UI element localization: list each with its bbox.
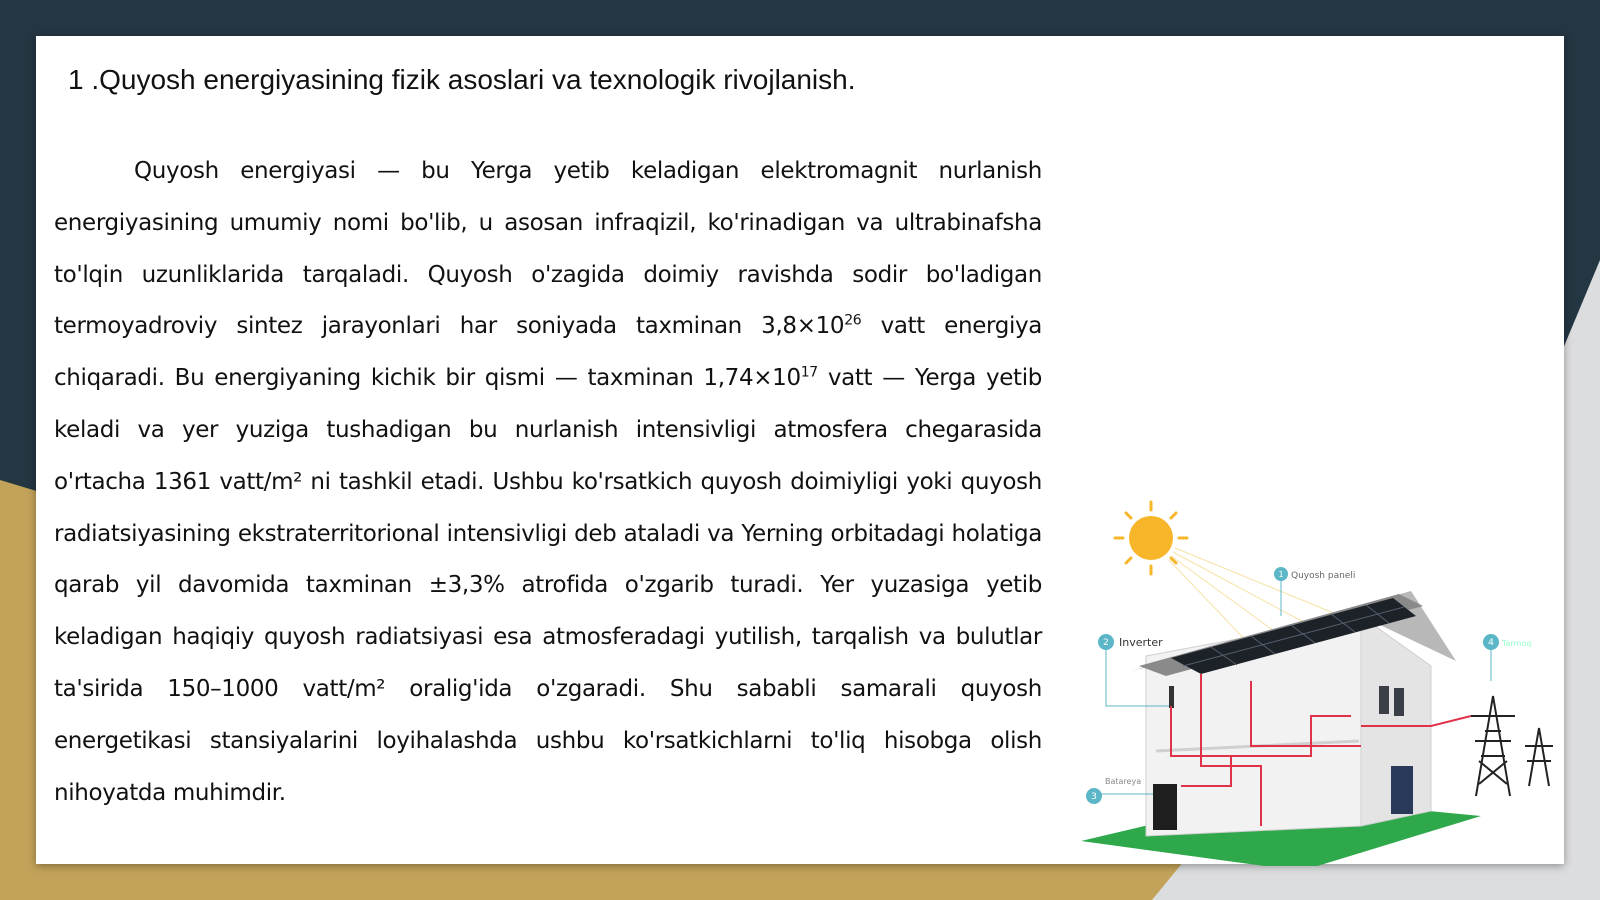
power-tower-icon bbox=[1471, 696, 1553, 796]
callout-badge-1 bbox=[1274, 567, 1288, 581]
label-solar-panel: Quyosh paneli bbox=[1291, 571, 1356, 581]
label-battery: Batareya bbox=[1105, 777, 1142, 786]
exponent-17: 17 bbox=[800, 364, 818, 381]
inverter-unit bbox=[1169, 686, 1174, 708]
exponent-26: 26 bbox=[844, 312, 862, 329]
body-text-part-1: Quyosh energiyasi — bu Yerga yetib keladigan elektromagnit nurlanish energiyasining umumiy nomi bo'lib, u asosan infraqizil, ko'rinadigan va ultrabinafsha to'lqin uzunliklarida tarqaladi. Quyosh o'zagida doimiy ravishda sodir bo'ladigan termoyadroviy sintez jarayonlari har soniyada taxminan 3,8×10 bbox=[54, 158, 1042, 340]
callout-badge-3 bbox=[1086, 788, 1102, 804]
svg-text:1: 1 bbox=[1278, 570, 1284, 579]
body-text-part-2: vatt energiya chiqaradi. Bu energiyaning kichik bir qismi — taxminan 1,74×10 bbox=[54, 313, 1042, 392]
label-inverter: Inverter bbox=[1119, 636, 1163, 649]
callout-badge-2 bbox=[1098, 634, 1114, 650]
svg-text:4: 4 bbox=[1488, 638, 1494, 648]
svg-text:3: 3 bbox=[1091, 792, 1097, 802]
sun-icon bbox=[1115, 502, 1187, 574]
slide bbox=[36, 36, 1564, 864]
body-text-part-3: vatt — Yerga yetib keladi va yer yuziga tushadigan bu nurlanish intensivligi atmosfera chegarasida o'rtacha 1361 vatt/m² ni tashkil etadi. Ushbu ko'rsatkich quyosh doimiyligi yoki quyosh radiatsiyasining ekstraterritorional intensivligi deb ataladi va Yerning orbitadagi holatiga qarab yil davomida taxminan ±3,3% atrofida o'zgarib turadi. Yer yuzasiga yetib keladigan haqiqiy quyosh radiatsiyasi esa atmosferadagi yutilish, tarqalish va bulutlar ta'sirida 150–1000 vatt/m² oralig'ida o'zgaradi. Shu sababli samarali quyosh energetikasi stansiyalarini loyihalashda ushbu ko'rsatkichlarni to'liq hisobga olish nihoyatda muhimdir. bbox=[54, 365, 1042, 806]
svg-text:2: 2 bbox=[1103, 638, 1109, 648]
battery-unit bbox=[1153, 784, 1177, 830]
label-grid: Tarmoq bbox=[1502, 639, 1532, 648]
callout-badge-4 bbox=[1483, 634, 1499, 650]
solar-house-illustration bbox=[1061, 466, 1561, 866]
body-paragraph bbox=[54, 146, 1042, 819]
slide-title: 1 .Quyosh energiyasining fizik asoslari va texnologik rivojlanish. bbox=[68, 64, 856, 95]
